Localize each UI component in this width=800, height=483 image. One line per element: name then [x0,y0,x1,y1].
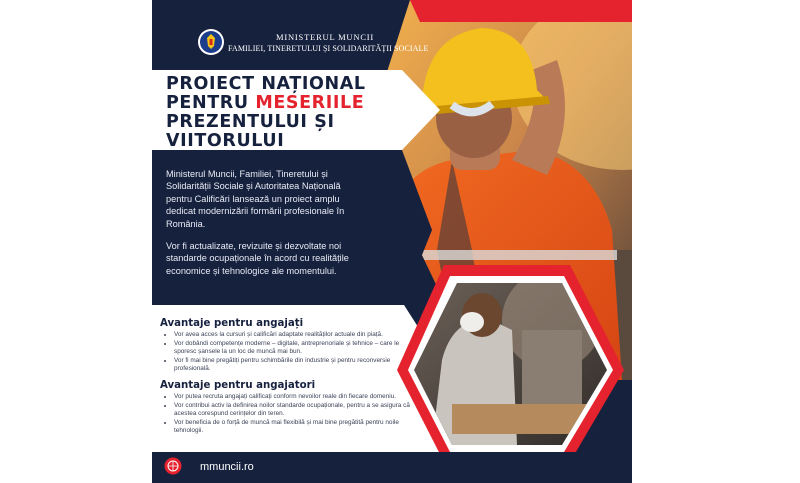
ministry-line1: MINISTERUL MUNCII [276,32,375,42]
headline-line1: PROIECT NAȚIONAL [166,74,366,94]
intro-text [166,168,354,287]
poster [152,0,632,483]
benefits [160,318,422,442]
ministry-title [228,31,429,55]
employers-benefits-title: Avantaje pentru angajatori [160,379,316,391]
website-link[interactable]: mmuncii.ro [200,461,254,473]
employers-benefits-list [160,393,422,436]
list-item: • Vor beneficia de o forță de muncă mai flexibilă și mai bine pregătită pentru noile tehnologii. [174,419,422,436]
ministry-line2: FAMILIEI, TINERETULUI ȘI SOLIDARITĂȚII SOCIALE [228,44,429,53]
employees-benefits-title: Avantaje pentru angajați [160,318,304,329]
headline-line4: VIITORULUI [166,131,285,151]
list-item: • Vor dobândi competențe moderne – digitale, antreprenoriale și tehnice – care le sporesc șansele la un loc de muncă mai bun. [174,340,422,357]
intro-paragraph-2: Vor fi actualizate, revizuite și dezvoltate noi standarde ocupaționale în acord cu realitățile economice și tehnologice ale momentului. [166,241,349,276]
headline-highlight: MESERIILE [255,93,365,113]
list-item: • Vor avea acces la cursuri și calificări adaptate realităților actuale din piață. [174,331,422,340]
ministry-crest-icon [197,28,225,56]
red-top-stripe [410,0,632,22]
headline-line2 [166,94,406,113]
list-item: • Vor fi mai bine pregătiți pentru schimbările din industrie și pentru reconversie profesională. [174,357,422,374]
list-item: • Vor contribui activ la definirea noilor standarde ocupaționale, pentru a se asigura că acestea corespund cerințelor din teren. [174,402,422,419]
headline-line2-text: PENTRU [166,93,256,113]
list-item: • Vor putea recruta angajați calificați conform nevoilor reale din fiecare domeniu. [174,393,422,402]
employees-benefits-list [160,331,422,374]
headline-line3: PREZENTULUI ȘI [166,112,335,132]
headline [166,75,406,151]
globe-icon [164,457,182,475]
intro-paragraph-1: Ministerul Muncii, Familiei, Tineretului și Solidarității Sociale și Autoritatea Națională pentru Calificări lansează un proiect amplu dedicat modernizării formării profesionale în România. [166,169,345,229]
